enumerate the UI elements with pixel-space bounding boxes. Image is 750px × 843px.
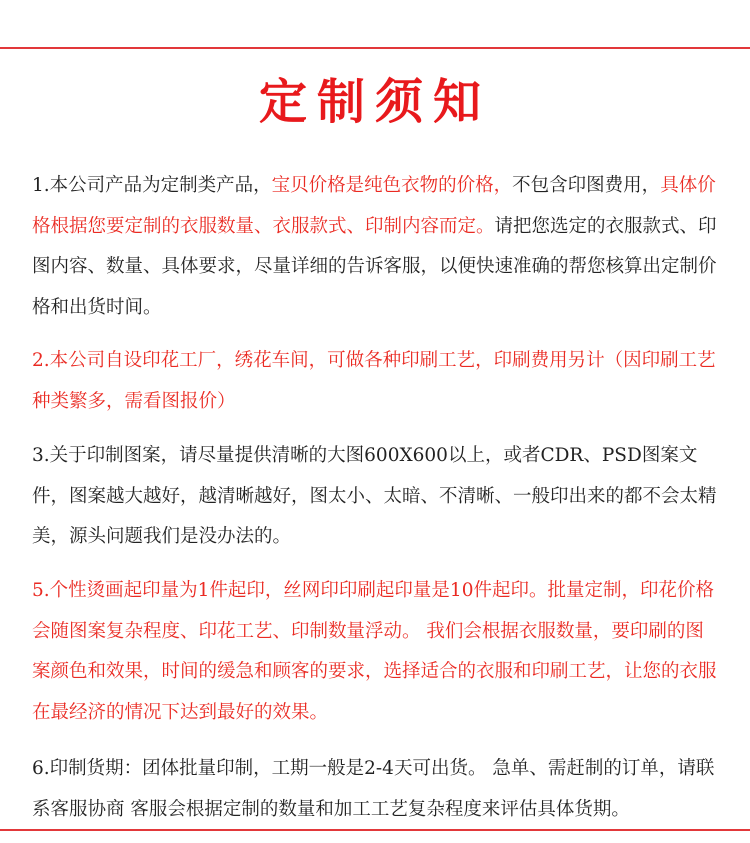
notice-3-text: 3.关于印制图案，请尽量提供清晰的大图600X600以上，或者CDR、PSD图案文件，图案越大越好，越清晰越好，图太小、太暗、不清晰、一般印出来的都不会太精美，源头问题我们是没办法的。	[32, 445, 717, 547]
notice-1-price-basis: 宝贝价格是纯色衣物的价格，	[271, 175, 513, 196]
notice-item-6	[32, 749, 720, 830]
notice-5-text: 5.个性烫画起印量为1件起印，丝网印印刷起印量是10件起印。批量定制，印花价格会随图案复杂程度、印花工艺、印制数量浮动。 我们会根据衣服数量，要印刷的图案颜色和效果，时间的缓急和顾客的要求，选择适合的衣服和印刷工艺，让您的衣服在最经济的情况下达到最好的效果。	[32, 580, 717, 723]
notice-item-5	[32, 571, 720, 733]
notice-item-3	[32, 436, 720, 558]
page-title: 定制须知	[258, 74, 491, 130]
notice-1-intro: 1.本公司产品为定制类产品，	[32, 175, 272, 196]
notice-item-1	[32, 166, 720, 328]
notice-item-2	[32, 341, 720, 422]
notice-6-text: 6.印制货期：团体批量印制，工期一般是2-4天可出货。 急单、需赶制的订单，请联系客服协商 客服会根据定制的数量和加工工艺复杂程度来评估具体货期。	[32, 758, 715, 820]
notice-1-price-factors: 具体价格根据您要定制的衣服数量、衣服款式、印制内容而定。	[32, 175, 716, 237]
notice-1-excludes: 不包含印图费用，	[512, 175, 661, 196]
top-divider	[0, 47, 750, 49]
bottom-divider	[0, 829, 750, 831]
notice-1-instructions: 请把您选定的衣服款式、印图内容、数量、具体要求，尽量详细的告诉客服，以便快速准确的帮您核算出定制价格和出货时间。	[32, 215, 717, 318]
notice-2-text: 2.本公司自设印花工厂，绣花车间，可做各种印刷工艺，印刷费用另计（因印刷工艺种类繁多，需看图报价）	[32, 350, 716, 412]
